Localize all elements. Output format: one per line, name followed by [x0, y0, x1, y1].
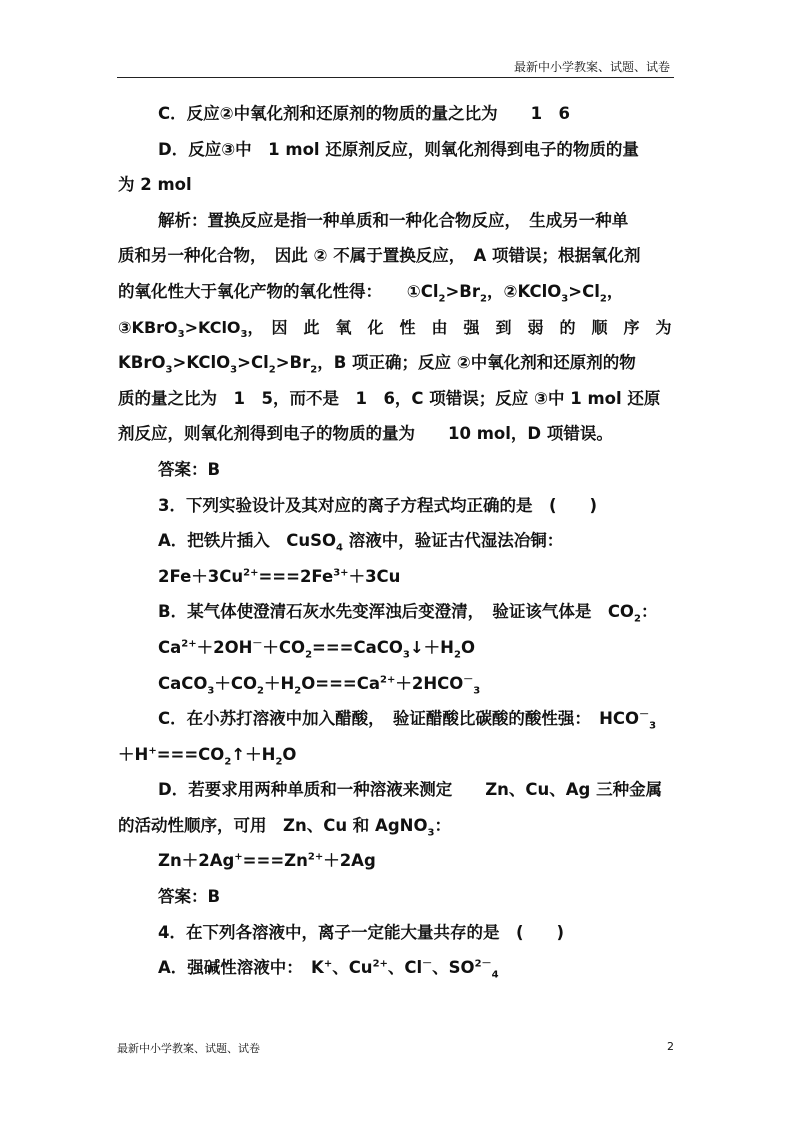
option-c: C．反应②中氧化剂和还原剂的物质的量之比为 1 6 [158, 104, 571, 123]
analysis-line-6: 质的量之比为 1 5，而不是 1 6，C 项错误；反应 ③中 1 mol 还原 [118, 388, 661, 408]
question-4: 4．在下列各溶液中，离子一定能大量共存的是 ( ) [158, 922, 565, 942]
option-d-cont: 为 2 mol [118, 175, 192, 195]
option-d: D．反应③中 1 mol 还原剂反应，则氧化剂得到电子的物质的量 [158, 139, 639, 159]
analysis-line-1: 解析：置换反应是指一种单质和一种化合物反应， 生成另一种单 [158, 210, 629, 230]
q3-option-b-equation-2: $CaCO_3+CO_2+H_2O===Ca^{2+}+2HCO^-_3$ [158, 673, 481, 696]
q4-option-a: A．强碱性溶液中： K+、$Cu^{2+}$、Cl－、$SO^{2-}_4$ [158, 958, 499, 981]
page-header [117, 55, 674, 78]
q3-option-b-equation-1: $Ca^{2+}+2OH^-+CO_2===CaCO_3↓+H_2O$ [158, 637, 475, 661]
q3-option-d: D．若要求用两种单质和一种溶液来测定 Zn、Cu、Ag 三种金属 [158, 780, 663, 800]
analysis-line-4: ③KBrO$_3$>KClO$_3$， 因 此 氧 化 性 由 强 到 弱 的 顺 序 为 [118, 317, 672, 340]
answer-2: 答案：B [158, 459, 221, 479]
analysis-line-2: 质和另一种化合物， 因此 ② 不属于置换反应， A 项错误；根据氧化剂 [118, 246, 641, 266]
q3-option-b: B．某气体使澄清石灰水先变浑浊后变澄清， 验证该气体是 $CO_2$： [158, 602, 658, 625]
q3-option-a-equation: $2Fe+3Cu^{2+}===2Fe^{3+}+3Cu$ [158, 566, 401, 586]
document-body [118, 96, 678, 986]
q3-option-a: A．把铁片插入 CuSO$_4$ 溶液中，验证古代湿法冶铜： [158, 531, 564, 554]
q3-option-c-equation: $+H^+===CO_2↑+H_2O$ [118, 744, 297, 767]
q3-option-d-cont: 的活动性顺序，可用 Zn、Cu 和 AgNO$_3$： [118, 815, 451, 839]
footer-text: 最新中小学教案、试题、试卷 [117, 1042, 260, 1055]
analysis-line-3: 的氧化性大于氧化产物的氧化性得： $①Cl_2>Br_2$，$②KClO_3>Cl_2$， [118, 281, 624, 305]
q3-option-d-equation: $Zn+2Ag^+===Zn^{2+}+2Ag$ [158, 851, 376, 871]
page-footer [117, 1040, 674, 1056]
answer-3: 答案：B [158, 887, 221, 907]
q3-option-c: C．在小苏打溶液中加入醋酸， 验证醋酸比碳酸的酸性强： $HCO^-_3$ [158, 709, 657, 732]
page-number: 2 [667, 1040, 674, 1053]
analysis-line-7: 剂反应，则氧化剂得到电子的物质的量为 10 mol，D 项错误。 [118, 424, 613, 444]
header-text: 最新中小学教案、试题、试卷 [513, 60, 670, 74]
analysis-line-5: $KBrO_3>KClO_3>Cl_2>Br_2$，B 项正确；反应 ②中氧化剂和还原剂的物 [118, 353, 636, 376]
question-3: 3．下列实验设计及其对应的离子方程式均正确的是 ( ) [158, 495, 598, 515]
